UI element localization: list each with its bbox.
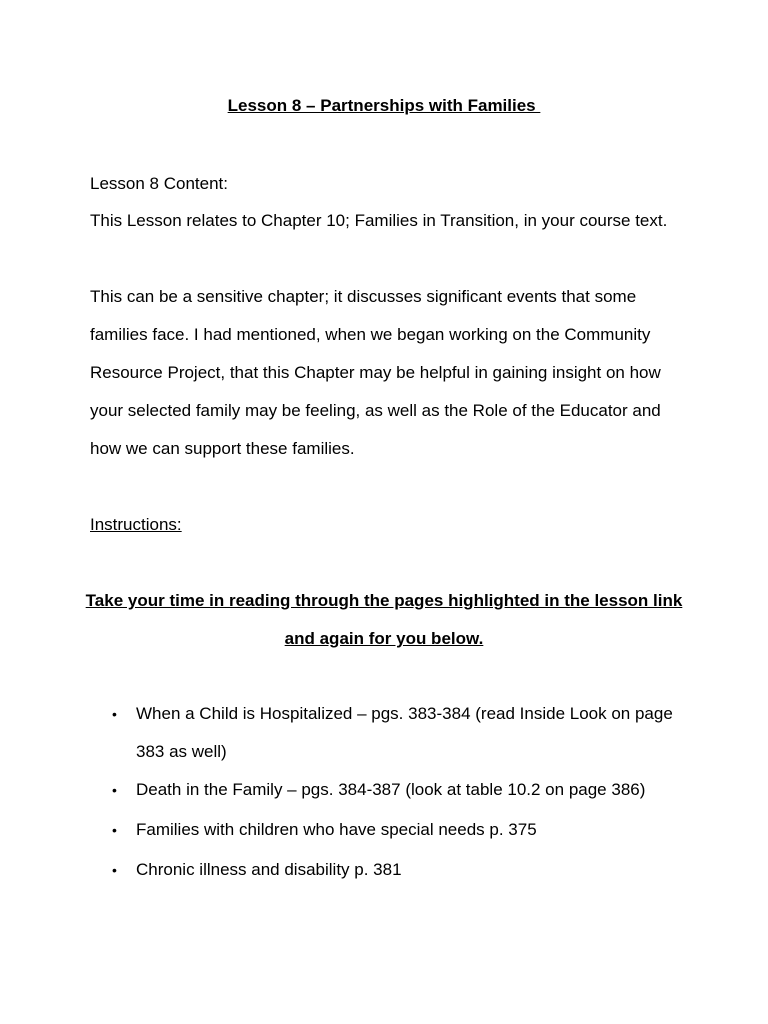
bullet-icon: •: [112, 706, 117, 722]
bullet-icon: •: [112, 862, 117, 878]
list-item: [0, 811, 676, 849]
document-title: Lesson 8 – Partnerships with Families: [227, 96, 541, 115]
list-item-text: Chronic illness and disability p. 381: [136, 860, 402, 879]
paragraph-chapter-description: This can be a sensitive chapter; it discusses significant events that some families face. I had mentioned, when we began working on the Community Resource Project, that this Chapter may be helpful in gaining insight on how your selected family may be feeling, as well as the Role of the Educator and how we can support these families.: [90, 287, 661, 458]
list-item-text: When a Child is Hospitalized – pgs. 383-384 (read Inside Look on page 383 as well): [136, 704, 673, 761]
emphasis-instruction: Take your time in reading through the pages highlighted in the lesson link and again for you below.: [85, 591, 683, 648]
list-item: [0, 695, 676, 771]
reading-list: [0, 695, 768, 889]
instructions-heading: Instructions:: [90, 515, 182, 534]
bullet-icon: •: [112, 782, 117, 798]
list-item: [0, 771, 676, 809]
list-item-text: Death in the Family – pgs. 384-387 (look at table 10.2 on page 386): [136, 780, 646, 799]
list-item-text: Families with children who have special needs p. 375: [136, 820, 537, 839]
list-item: [0, 851, 676, 889]
paragraph-chapter-reference: This Lesson relates to Chapter 10; Families in Transition, in your course text.: [90, 211, 668, 230]
bullet-icon: •: [112, 822, 117, 838]
content-heading: Lesson 8 Content:: [90, 174, 233, 193]
